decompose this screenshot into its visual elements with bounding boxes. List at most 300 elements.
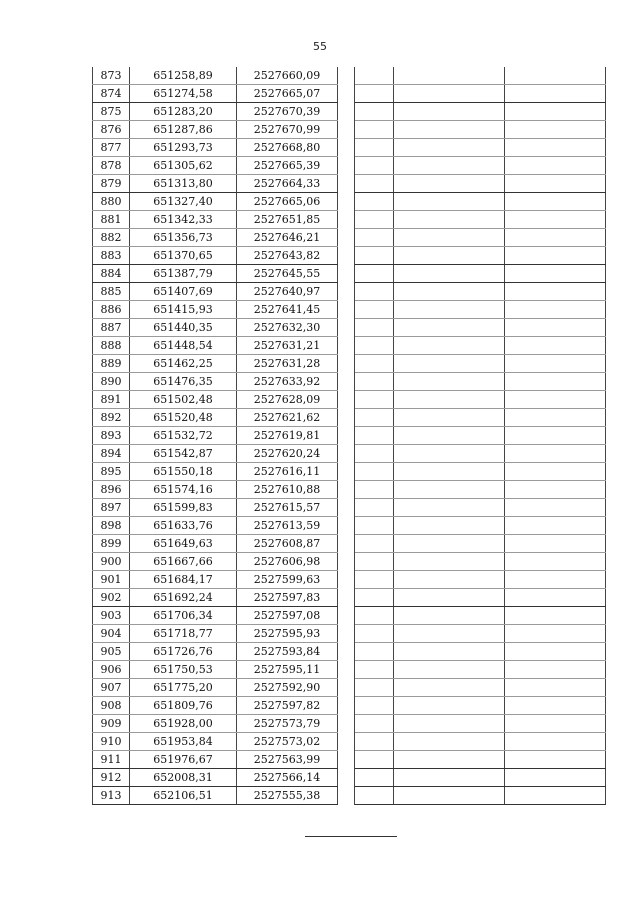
y-coordinate-cell: 2527631,28 [237, 355, 338, 373]
x-coordinate-cell: 651502,48 [130, 391, 237, 409]
empty-cell [394, 355, 505, 373]
point-number-cell: 879 [93, 175, 130, 193]
empty-cell [394, 553, 505, 571]
table-row [93, 427, 606, 445]
x-coordinate-cell: 651649,63 [130, 535, 237, 553]
empty-cell [394, 625, 505, 643]
empty-cell [355, 589, 394, 607]
empty-cell [394, 139, 505, 157]
y-coordinate-cell: 2527595,93 [237, 625, 338, 643]
empty-cell [505, 715, 606, 733]
empty-cell [394, 697, 505, 715]
column-gap [338, 337, 355, 355]
column-gap [338, 625, 355, 643]
column-gap [338, 445, 355, 463]
empty-cell [394, 85, 505, 103]
point-number-cell: 912 [93, 769, 130, 787]
table-row [93, 139, 606, 157]
point-number-cell: 891 [93, 391, 130, 409]
empty-cell [394, 463, 505, 481]
column-gap [338, 373, 355, 391]
empty-cell [505, 319, 606, 337]
table-row [93, 229, 606, 247]
point-number-cell: 900 [93, 553, 130, 571]
empty-cell [505, 265, 606, 283]
empty-cell [505, 409, 606, 427]
point-number-cell: 906 [93, 661, 130, 679]
x-coordinate-cell: 651953,84 [130, 733, 237, 751]
point-number-cell: 889 [93, 355, 130, 373]
empty-cell [505, 139, 606, 157]
empty-cell [355, 229, 394, 247]
empty-cell [505, 463, 606, 481]
column-gap [338, 697, 355, 715]
empty-cell [355, 535, 394, 553]
empty-cell [355, 517, 394, 535]
point-number-cell: 902 [93, 589, 130, 607]
empty-cell [355, 661, 394, 679]
empty-cell [505, 391, 606, 409]
point-number-cell: 882 [93, 229, 130, 247]
empty-cell [355, 625, 394, 643]
empty-cell [355, 607, 394, 625]
table-row [93, 445, 606, 463]
empty-cell [355, 787, 394, 805]
empty-cell [505, 211, 606, 229]
empty-cell [394, 769, 505, 787]
table-row [93, 265, 606, 283]
empty-cell [505, 121, 606, 139]
x-coordinate-cell: 651574,16 [130, 481, 237, 499]
column-gap [338, 301, 355, 319]
x-coordinate-cell: 651532,72 [130, 427, 237, 445]
empty-cell [394, 409, 505, 427]
table-row [93, 391, 606, 409]
column-gap [338, 535, 355, 553]
empty-cell [394, 571, 505, 589]
table-row [93, 463, 606, 481]
empty-cell [355, 769, 394, 787]
column-gap [338, 481, 355, 499]
column-gap [338, 517, 355, 535]
empty-cell [355, 247, 394, 265]
empty-cell [505, 571, 606, 589]
empty-cell [355, 85, 394, 103]
x-coordinate-cell: 651287,86 [130, 121, 237, 139]
empty-cell [505, 247, 606, 265]
y-coordinate-cell: 2527597,83 [237, 589, 338, 607]
empty-cell [505, 589, 606, 607]
point-number-cell: 881 [93, 211, 130, 229]
x-coordinate-cell: 651448,54 [130, 337, 237, 355]
empty-cell [505, 787, 606, 805]
y-coordinate-cell: 2527597,82 [237, 697, 338, 715]
empty-cell [505, 553, 606, 571]
empty-cell [394, 733, 505, 751]
point-number-cell: 894 [93, 445, 130, 463]
column-gap [338, 193, 355, 211]
empty-cell [394, 679, 505, 697]
empty-cell [394, 535, 505, 553]
y-coordinate-cell: 2527668,80 [237, 139, 338, 157]
point-number-cell: 895 [93, 463, 130, 481]
column-gap [338, 121, 355, 139]
point-number-cell: 908 [93, 697, 130, 715]
empty-cell [505, 103, 606, 121]
empty-cell [505, 67, 606, 85]
empty-cell [505, 301, 606, 319]
column-gap [338, 247, 355, 265]
y-coordinate-cell: 2527643,82 [237, 247, 338, 265]
empty-cell [394, 787, 505, 805]
point-number-cell: 897 [93, 499, 130, 517]
empty-cell [505, 337, 606, 355]
empty-cell [505, 373, 606, 391]
point-number-cell: 886 [93, 301, 130, 319]
x-coordinate-cell: 652106,51 [130, 787, 237, 805]
table-row [93, 373, 606, 391]
point-number-cell: 877 [93, 139, 130, 157]
table-row [93, 607, 606, 625]
point-number-cell: 873 [93, 67, 130, 85]
column-gap [338, 661, 355, 679]
table-row [93, 589, 606, 607]
empty-cell [394, 265, 505, 283]
x-coordinate-cell: 651313,80 [130, 175, 237, 193]
column-gap [338, 229, 355, 247]
column-gap [338, 85, 355, 103]
table-row [93, 121, 606, 139]
empty-cell [355, 679, 394, 697]
y-coordinate-cell: 2527619,81 [237, 427, 338, 445]
x-coordinate-cell: 652008,31 [130, 769, 237, 787]
empty-cell [394, 301, 505, 319]
empty-cell [505, 175, 606, 193]
column-gap [338, 157, 355, 175]
empty-cell [505, 499, 606, 517]
table-row [93, 193, 606, 211]
table-row [93, 355, 606, 373]
point-number-cell: 887 [93, 319, 130, 337]
empty-cell [355, 427, 394, 445]
x-coordinate-cell: 651440,35 [130, 319, 237, 337]
table-row [93, 697, 606, 715]
empty-cell [355, 391, 394, 409]
column-gap [338, 463, 355, 481]
column-gap [338, 499, 355, 517]
empty-cell [355, 103, 394, 121]
point-number-cell: 875 [93, 103, 130, 121]
empty-cell [394, 427, 505, 445]
point-number-cell: 898 [93, 517, 130, 535]
empty-cell [394, 391, 505, 409]
y-coordinate-cell: 2527651,85 [237, 211, 338, 229]
empty-cell [394, 607, 505, 625]
empty-cell [505, 733, 606, 751]
empty-cell [505, 283, 606, 301]
x-coordinate-cell: 651928,00 [130, 715, 237, 733]
empty-cell [394, 337, 505, 355]
point-number-cell: 907 [93, 679, 130, 697]
y-coordinate-cell: 2527613,59 [237, 517, 338, 535]
empty-cell [355, 355, 394, 373]
empty-cell [505, 193, 606, 211]
point-number-cell: 878 [93, 157, 130, 175]
table-row [93, 679, 606, 697]
x-coordinate-cell: 651718,77 [130, 625, 237, 643]
y-coordinate-cell: 2527597,08 [237, 607, 338, 625]
empty-cell [394, 751, 505, 769]
point-number-cell: 888 [93, 337, 130, 355]
empty-cell [505, 229, 606, 247]
column-gap [338, 67, 355, 85]
y-coordinate-cell: 2527645,55 [237, 265, 338, 283]
x-coordinate-cell: 651726,76 [130, 643, 237, 661]
point-number-cell: 876 [93, 121, 130, 139]
point-number-cell: 890 [93, 373, 130, 391]
point-number-cell: 885 [93, 283, 130, 301]
empty-cell [505, 517, 606, 535]
x-coordinate-cell: 651667,66 [130, 553, 237, 571]
table-row [93, 67, 606, 85]
empty-cell [355, 553, 394, 571]
empty-cell [355, 139, 394, 157]
empty-cell [355, 175, 394, 193]
table-row [93, 535, 606, 553]
empty-cell [394, 211, 505, 229]
empty-cell [355, 697, 394, 715]
y-coordinate-cell: 2527632,30 [237, 319, 338, 337]
y-coordinate-cell: 2527620,24 [237, 445, 338, 463]
x-coordinate-cell: 651407,69 [130, 283, 237, 301]
x-coordinate-cell: 651750,53 [130, 661, 237, 679]
empty-cell [505, 85, 606, 103]
x-coordinate-cell: 651274,58 [130, 85, 237, 103]
point-number-cell: 893 [93, 427, 130, 445]
point-number-cell: 909 [93, 715, 130, 733]
point-number-cell: 883 [93, 247, 130, 265]
y-coordinate-cell: 2527592,90 [237, 679, 338, 697]
empty-cell [505, 769, 606, 787]
table-row [93, 643, 606, 661]
column-gap [338, 283, 355, 301]
column-gap [338, 355, 355, 373]
point-number-cell: 896 [93, 481, 130, 499]
column-gap [338, 211, 355, 229]
point-number-cell: 904 [93, 625, 130, 643]
empty-cell [394, 121, 505, 139]
column-gap [338, 571, 355, 589]
y-coordinate-cell: 2527664,33 [237, 175, 338, 193]
y-coordinate-cell: 2527660,09 [237, 67, 338, 85]
empty-cell [394, 373, 505, 391]
table-row [93, 715, 606, 733]
empty-cell [394, 481, 505, 499]
x-coordinate-cell: 651476,35 [130, 373, 237, 391]
column-gap [338, 391, 355, 409]
empty-cell [355, 571, 394, 589]
column-gap [338, 553, 355, 571]
empty-cell [394, 661, 505, 679]
empty-cell [505, 697, 606, 715]
empty-cell [394, 283, 505, 301]
empty-cell [355, 265, 394, 283]
y-coordinate-cell: 2527641,45 [237, 301, 338, 319]
table-row [93, 301, 606, 319]
empty-cell [394, 643, 505, 661]
table-row [93, 769, 606, 787]
column-gap [338, 589, 355, 607]
empty-cell [394, 193, 505, 211]
point-number-cell: 911 [93, 751, 130, 769]
y-coordinate-cell: 2527573,02 [237, 733, 338, 751]
empty-cell [394, 247, 505, 265]
x-coordinate-cell: 651305,62 [130, 157, 237, 175]
empty-cell [355, 463, 394, 481]
point-number-cell: 874 [93, 85, 130, 103]
table-row [93, 283, 606, 301]
column-gap [338, 769, 355, 787]
x-coordinate-cell: 651415,93 [130, 301, 237, 319]
table-row [93, 571, 606, 589]
empty-cell [505, 607, 606, 625]
point-number-cell: 901 [93, 571, 130, 589]
empty-cell [355, 157, 394, 175]
empty-cell [505, 535, 606, 553]
empty-cell [355, 643, 394, 661]
column-gap [338, 643, 355, 661]
y-coordinate-cell: 2527595,11 [237, 661, 338, 679]
empty-cell [505, 643, 606, 661]
table-row [93, 337, 606, 355]
empty-cell [394, 229, 505, 247]
x-coordinate-cell: 651976,67 [130, 751, 237, 769]
y-coordinate-cell: 2527566,14 [237, 769, 338, 787]
empty-cell [505, 679, 606, 697]
empty-cell [394, 715, 505, 733]
x-coordinate-cell: 651599,83 [130, 499, 237, 517]
empty-cell [394, 517, 505, 535]
empty-cell [394, 445, 505, 463]
y-coordinate-cell: 2527640,97 [237, 283, 338, 301]
empty-cell [394, 589, 505, 607]
x-coordinate-cell: 651550,18 [130, 463, 237, 481]
empty-cell [394, 319, 505, 337]
table-row [93, 517, 606, 535]
empty-cell [355, 193, 394, 211]
column-gap [338, 265, 355, 283]
y-coordinate-cell: 2527608,87 [237, 535, 338, 553]
point-number-cell: 880 [93, 193, 130, 211]
empty-cell [355, 283, 394, 301]
y-coordinate-cell: 2527616,11 [237, 463, 338, 481]
empty-cell [355, 319, 394, 337]
empty-cell [355, 751, 394, 769]
x-coordinate-cell: 651370,65 [130, 247, 237, 265]
empty-cell [355, 301, 394, 319]
table-row [93, 661, 606, 679]
empty-cell [394, 175, 505, 193]
x-coordinate-cell: 651809,76 [130, 697, 237, 715]
y-coordinate-cell: 2527621,62 [237, 409, 338, 427]
column-gap [338, 607, 355, 625]
column-gap [338, 319, 355, 337]
y-coordinate-cell: 2527631,21 [237, 337, 338, 355]
x-coordinate-cell: 651356,73 [130, 229, 237, 247]
point-number-cell: 905 [93, 643, 130, 661]
table-row [93, 553, 606, 571]
column-gap [338, 733, 355, 751]
empty-cell [505, 427, 606, 445]
empty-cell [505, 625, 606, 643]
table-row [93, 85, 606, 103]
table-row [93, 247, 606, 265]
column-gap [338, 715, 355, 733]
empty-cell [355, 409, 394, 427]
y-coordinate-cell: 2527633,92 [237, 373, 338, 391]
empty-cell [394, 157, 505, 175]
point-number-cell: 903 [93, 607, 130, 625]
point-number-cell: 910 [93, 733, 130, 751]
column-gap [338, 139, 355, 157]
empty-cell [355, 733, 394, 751]
table-row [93, 211, 606, 229]
column-gap [338, 751, 355, 769]
y-coordinate-cell: 2527555,38 [237, 787, 338, 805]
empty-cell [394, 67, 505, 85]
x-coordinate-cell: 651293,73 [130, 139, 237, 157]
y-coordinate-cell: 2527573,79 [237, 715, 338, 733]
footer-rule [305, 836, 397, 837]
x-coordinate-cell: 651283,20 [130, 103, 237, 121]
x-coordinate-cell: 651684,17 [130, 571, 237, 589]
column-gap [338, 787, 355, 805]
empty-cell [505, 661, 606, 679]
empty-cell [355, 211, 394, 229]
column-gap [338, 409, 355, 427]
y-coordinate-cell: 2527593,84 [237, 643, 338, 661]
empty-cell [505, 751, 606, 769]
empty-cell [355, 337, 394, 355]
y-coordinate-cell: 2527665,07 [237, 85, 338, 103]
empty-cell [505, 481, 606, 499]
empty-cell [355, 373, 394, 391]
point-number-cell: 913 [93, 787, 130, 805]
table-row [93, 157, 606, 175]
column-gap [338, 427, 355, 445]
y-coordinate-cell: 2527670,39 [237, 103, 338, 121]
point-number-cell: 892 [93, 409, 130, 427]
table-row [93, 481, 606, 499]
empty-cell [355, 499, 394, 517]
column-gap [338, 679, 355, 697]
y-coordinate-cell: 2527665,39 [237, 157, 338, 175]
point-number-cell: 884 [93, 265, 130, 283]
x-coordinate-cell: 651706,34 [130, 607, 237, 625]
x-coordinate-cell: 651633,76 [130, 517, 237, 535]
column-gap [338, 175, 355, 193]
empty-cell [505, 445, 606, 463]
point-number-cell: 899 [93, 535, 130, 553]
table-row [93, 787, 606, 805]
table-row [93, 499, 606, 517]
table-row [93, 751, 606, 769]
empty-cell [355, 445, 394, 463]
empty-cell [505, 157, 606, 175]
y-coordinate-cell: 2527610,88 [237, 481, 338, 499]
y-coordinate-cell: 2527646,21 [237, 229, 338, 247]
empty-cell [355, 121, 394, 139]
